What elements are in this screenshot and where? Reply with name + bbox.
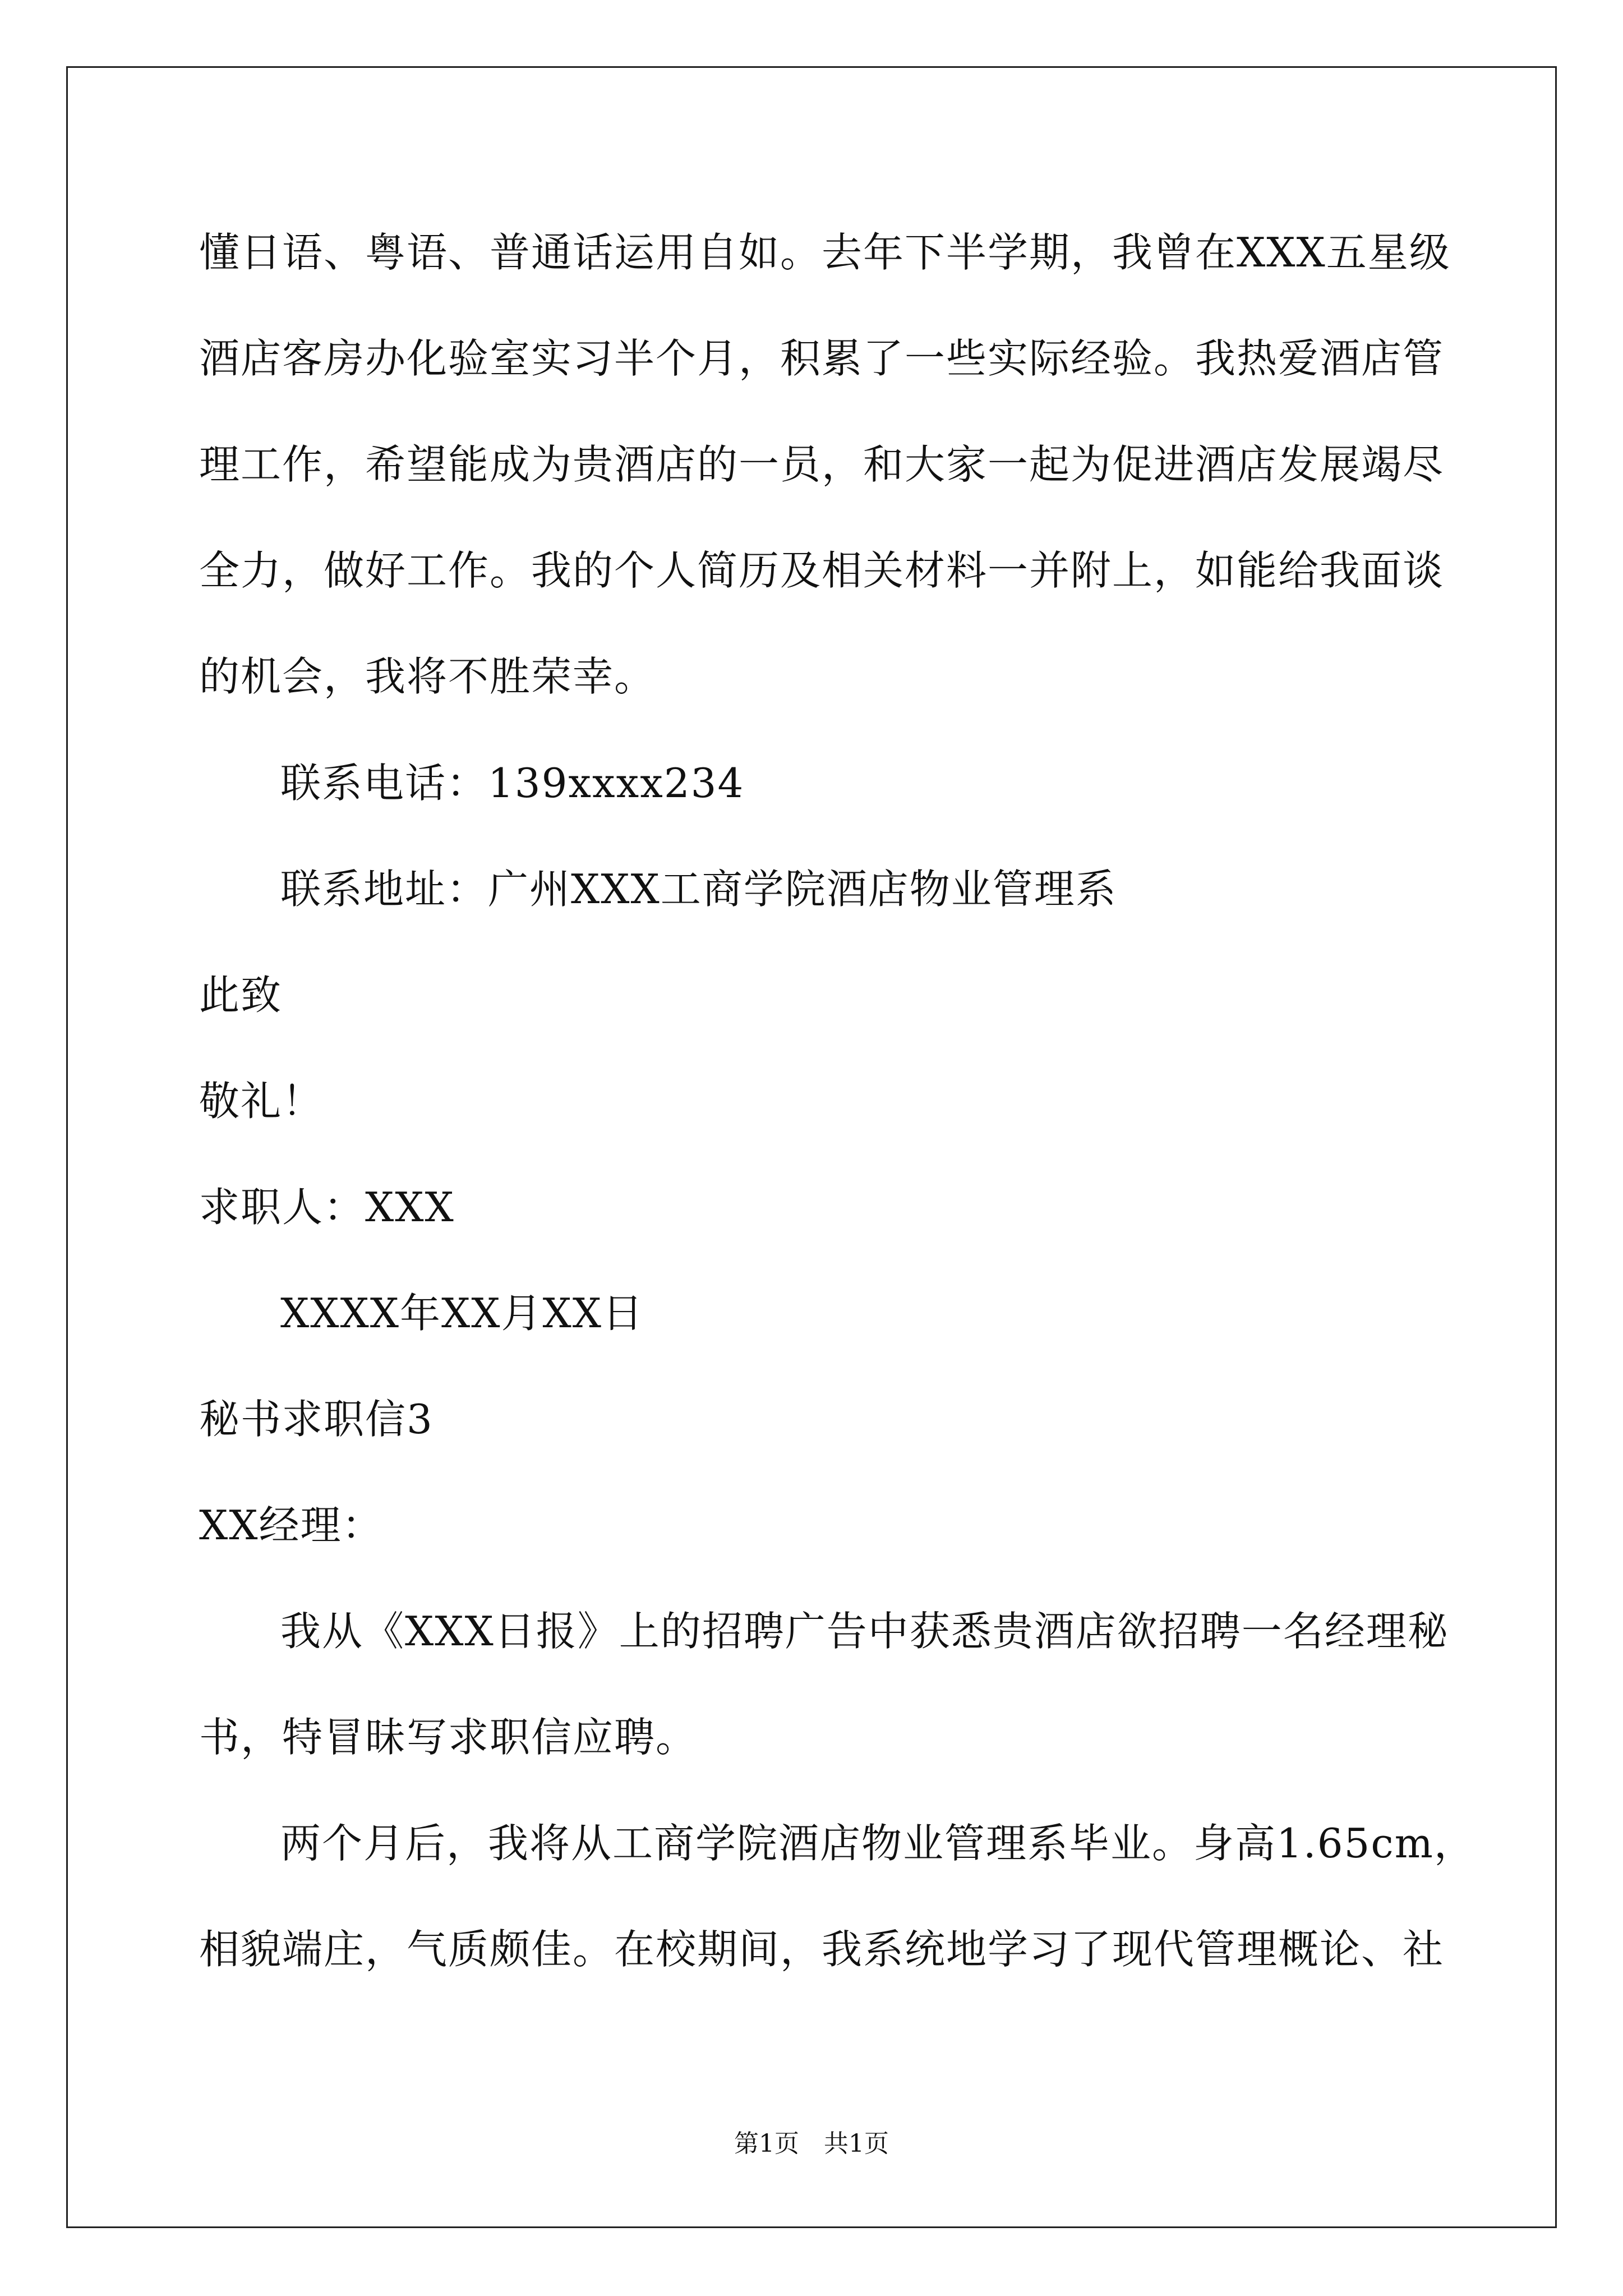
section-title: 秘书求职信3 <box>199 1396 434 1443</box>
contact-phone: 联系电话：139xxxx234 <box>280 760 745 807</box>
salutation: XX经理： <box>199 1502 384 1549</box>
page-border <box>66 66 1557 2228</box>
body-line-9: 相貌端庄，气质颇佳。在校期间，我系统地学习了现代管理概论、社 <box>199 1926 1445 1973</box>
body-line-4: 全力，做好工作。我的个人简历及相关材料一并附上，如能给我面谈 <box>199 547 1445 594</box>
body-line-3: 理工作，希望能成为贵酒店的一员，和大家一起为促进酒店发展竭尽 <box>199 441 1445 488</box>
applicant-signature: 求职人：XXX <box>199 1184 455 1231</box>
closing-cizhi: 此致 <box>199 972 283 1019</box>
body-line-2: 酒店客房办化验室实习半个月，积累了一些实际经验。我热爱酒店管 <box>199 335 1445 382</box>
contact-address: 联系地址：广州XXX工商学院酒店物业管理系 <box>280 866 1117 913</box>
body-line-5: 的机会，我将不胜荣幸。 <box>199 653 656 700</box>
letter-date: XXXX年XX月XX日 <box>280 1290 644 1337</box>
page-footer: 第1页 共1页 <box>734 2129 889 2158</box>
body-line-6: 我从《XXX日报》上的招聘广告中获悉贵酒店欲招聘一名经理秘 <box>280 1608 1449 1655</box>
body-line-7: 书，特冒昧写求职信应聘。 <box>199 1714 698 1761</box>
body-line-1: 懂日语、粤语、普通话运用自如。去年下半学期，我曾在XXX五星级 <box>199 229 1451 276</box>
closing-jingli: 敬礼！ <box>199 1078 324 1125</box>
body-line-8: 两个月后，我将从工商学院酒店物业管理系毕业。身高1.65cm， <box>280 1820 1476 1867</box>
